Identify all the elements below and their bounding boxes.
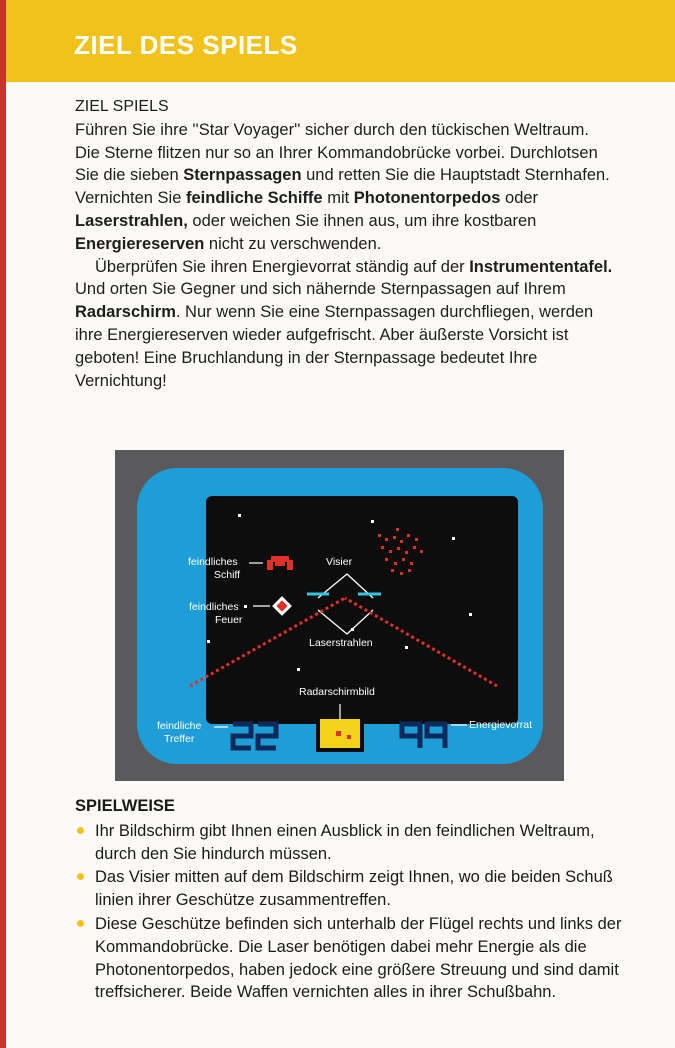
list-item: Diese Geschütze befinden sich unterhalb der Flügel rechts und links der Kommandobrücke. Die Laser benötigen dabei mehr Energie als die Photonentorpedos, haben jedock eine größere Streuung und sind damit treffsicherer. Beide Waffen vernichten alles in ihrer Schußbahn. bbox=[75, 913, 635, 1004]
bullet-icon bbox=[77, 873, 84, 880]
enemy-fire bbox=[272, 596, 292, 616]
page-edge-strip bbox=[0, 0, 6, 1048]
label-enemy-ship: feindliches Schiff bbox=[188, 556, 241, 581]
label-radar: Radarschirmbild bbox=[299, 686, 375, 698]
label-sight: Visier bbox=[326, 556, 353, 568]
page-title: ZIEL DES SPIELS bbox=[74, 30, 298, 60]
enemy-ship bbox=[267, 556, 293, 570]
game-screen-figure bbox=[115, 450, 564, 781]
label-enemy-fire: feindliches Feuer bbox=[189, 601, 243, 626]
radar-display bbox=[316, 704, 364, 752]
bullet-icon bbox=[77, 827, 84, 834]
label-laser: Laserstrahlen bbox=[309, 637, 373, 649]
intro-section bbox=[75, 96, 615, 392]
energy-counter bbox=[402, 724, 445, 748]
gameplay-heading: SPIELWEISE bbox=[75, 797, 175, 815]
bullet-icon bbox=[77, 920, 84, 927]
gameplay-section bbox=[75, 795, 635, 1005]
sight bbox=[307, 574, 381, 634]
label-enemy-hits: feindliche Treffer bbox=[157, 720, 202, 745]
hits-counter bbox=[233, 724, 276, 748]
gameplay-list bbox=[75, 820, 635, 1004]
label-energy: Energievorrat bbox=[469, 719, 533, 731]
intro-subheading: ZIEL SPIELS bbox=[75, 98, 169, 115]
intro-paragraph-2: Überprüfen Sie ihren Energievorrat ständig auf der Instrumententafel. Und orten Sie Gegner und sich nähernde Sternpassagen auf Ihrem Radarschirm. Nur wenn Sie eine Sternpassagen durchfliegen, werden ihre Energiereserven wieder aufgefrischt. Aber äußerste Vorsicht ist geboten! Eine Bruchlandung in der Sternpassage bedeutet Ihre Vernichtung! bbox=[75, 257, 613, 390]
list-item: Das Visier mitten auf dem Bildschirm zeigt Ihnen, wo die beiden Schuß linien ihrer Geschütze zusammentreffen. bbox=[75, 866, 635, 912]
intro-paragraph-1: Führen Sie ihre ''Star Voyager'' sicher durch den tückischen Weltraum. Die Sterne flitzen nur so an Ihrer Kommandobrücke vorbei. Durchlotsen Sie die sieben Sternpassagen und retten Sie die Hauptstadt Sternhafen. Vernichten Sie feindliche Schiffe mit Photonentorpedos oder Laserstrahlen, oder weichen Sie ihnen aus, um ihre kostbaren Energiereserven nicht zu verschwenden. bbox=[75, 120, 610, 253]
list-item: Ihr Bildschirm gibt Ihnen einen Ausblick in den feindlichen Weltraum, durch den Sie hindurch müssen. bbox=[75, 820, 635, 866]
header-bar bbox=[6, 0, 675, 82]
explosion bbox=[378, 528, 423, 575]
